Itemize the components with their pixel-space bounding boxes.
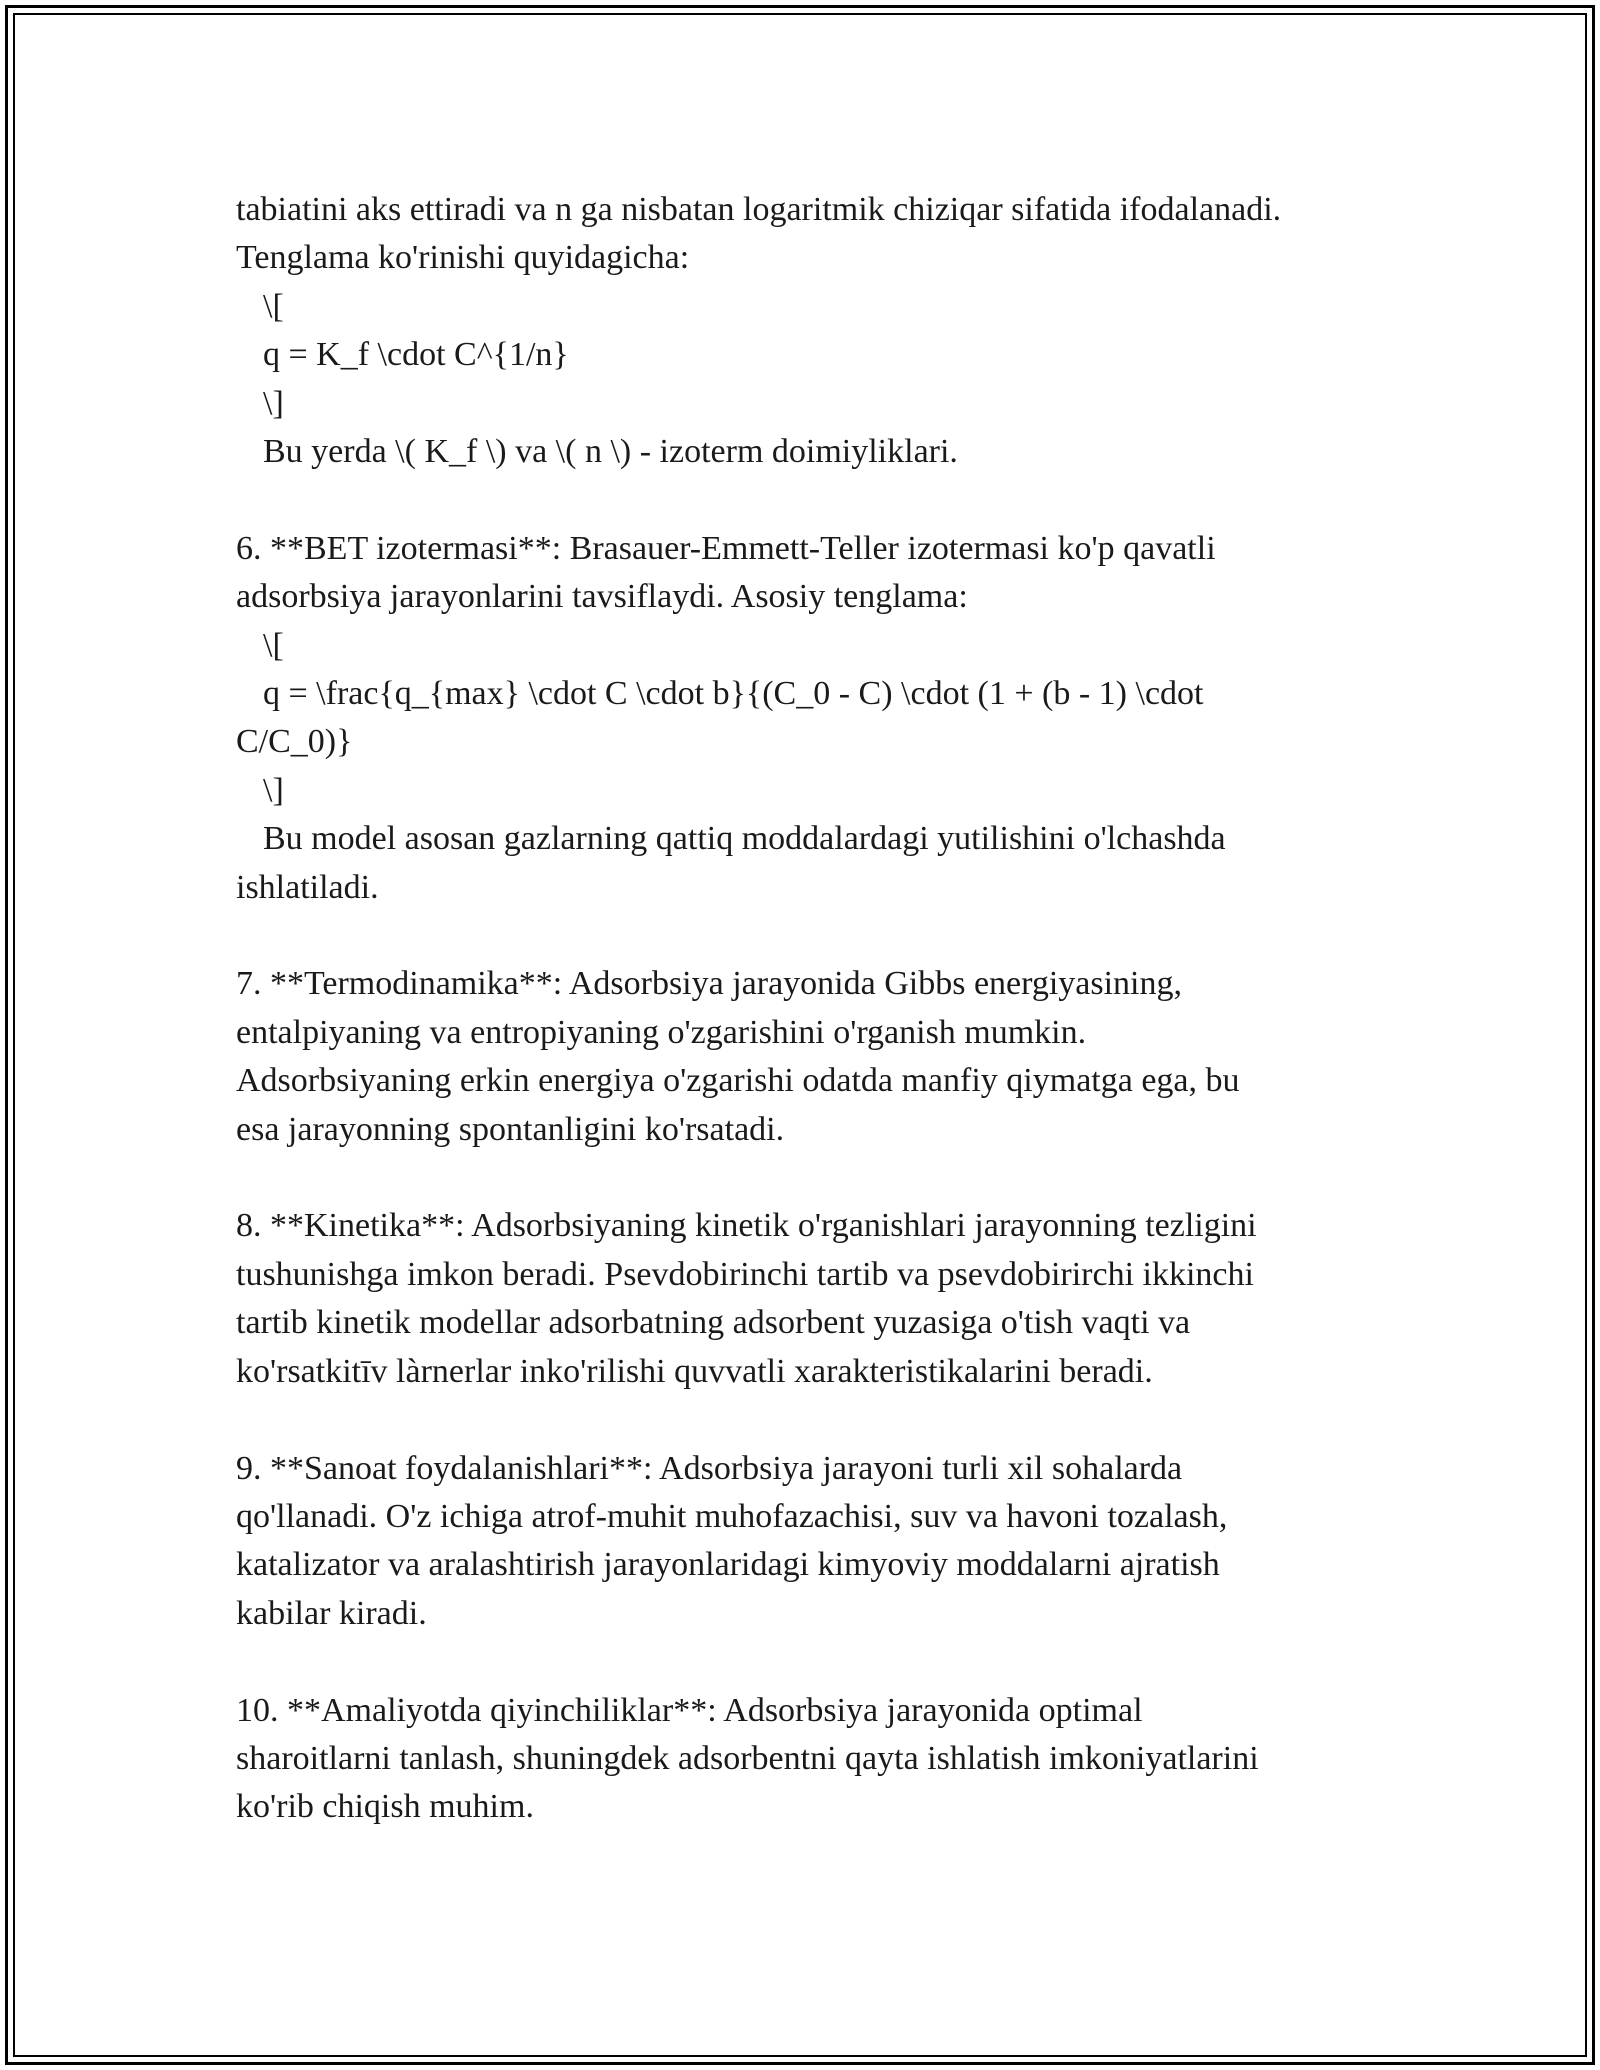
text-line: katalizator va aralashtirish jarayonlaridagi kimyoviy moddalarni ajratish xyxy=(236,1546,1220,1584)
document-body xyxy=(236,186,1436,1832)
blank-line xyxy=(236,912,1436,960)
section-heading-line: 6. **BET izotermasi**: Brasauer-Emmett-Teller izotermasi ko'p qavatli xyxy=(236,529,1216,567)
blank-line xyxy=(236,1638,1436,1686)
text-line: tushunishga imkon beradi. Psevdobirinchi tartib va psevdobirirchi ikkinchi xyxy=(236,1255,1254,1293)
section-heading-line: 9. **Sanoat foydalanishlari**: Adsorbsiya jarayoni turli xil sohalarda xyxy=(236,1449,1183,1487)
text-line: Adsorbsiyaning erkin energiya o'zgarishi odatda manfiy qiymatga ega, bu xyxy=(236,1062,1240,1100)
equation-line: q = K_f \cdot C^{1/n} xyxy=(263,336,569,374)
blank-line xyxy=(236,1154,1436,1202)
equation-close: \] xyxy=(263,771,284,809)
section-heading-line: 7. **Termodinamika**: Adsorbsiya jarayonida Gibbs energiyasining, xyxy=(236,965,1182,1003)
text-line: entalpiyaning va entropiyaning o'zgarishini o'rganish mumkin. xyxy=(236,1013,1087,1051)
blank-line xyxy=(236,1396,1436,1444)
text-line: adsorbsiya jarayonlarini tavsiflaydi. Asosiy tenglama: xyxy=(236,578,968,616)
text-line: qo'llanadi. O'z ichiga atrof-muhit muhofazachisi, suv va havoni tozalash, xyxy=(236,1497,1228,1535)
section-heading-line: 10. **Amaliyotda qiyinchiliklar**: Adsorbsiya jarayonida optimal xyxy=(236,1691,1143,1729)
text-line: esa jarayonning spontanligini ko'rsatadi. xyxy=(236,1110,785,1148)
blank-line xyxy=(236,476,1436,524)
text-line: sharoitlarni tanlash, shuningdek adsorbentni qayta ishlatish imkoniyatlarini xyxy=(236,1739,1259,1777)
text-line: Bu model asosan gazlarning qattiq moddalardagi yutilishini o'lchashda xyxy=(263,820,1226,858)
equation-line: C/C_0)} xyxy=(236,723,353,761)
text-line: Tenglama ko'rinishi quyidagicha: xyxy=(236,239,690,277)
section-heading-line: 8. **Kinetika**: Adsorbsiyaning kinetik o'rganishlari jarayonning tezligini xyxy=(236,1207,1257,1245)
equation-line: q = \frac{q_{max} \cdot C \cdot b}{(C_0 - C) \cdot (1 + (b - 1) \cdot xyxy=(263,675,1204,713)
equation-open: \[ xyxy=(263,626,284,664)
text-line: tabiatini aks ettiradi va n ga nisbatan logaritmik chiziqar sifatida ifodalanadi. xyxy=(236,191,1282,228)
text-line: ishlatiladi. xyxy=(236,868,379,906)
equation-open: \[ xyxy=(263,287,284,325)
text-line: tartib kinetik modellar adsorbatning adsorbent yuzasiga o'tish vaqti va xyxy=(236,1304,1191,1342)
text-line: kabilar kiradi. xyxy=(236,1594,427,1632)
text-line: ko'rsatkitīv làrnerlar inko'rilishi quvvatli xarakteristikalarini beradi. xyxy=(236,1352,1153,1390)
text-line: Bu yerda \( K_f \) va \( n \) - izoterm doimiyliklari. xyxy=(263,433,958,471)
text-line: ko'rib chiqish muhim. xyxy=(236,1788,534,1826)
equation-close: \] xyxy=(263,384,284,422)
